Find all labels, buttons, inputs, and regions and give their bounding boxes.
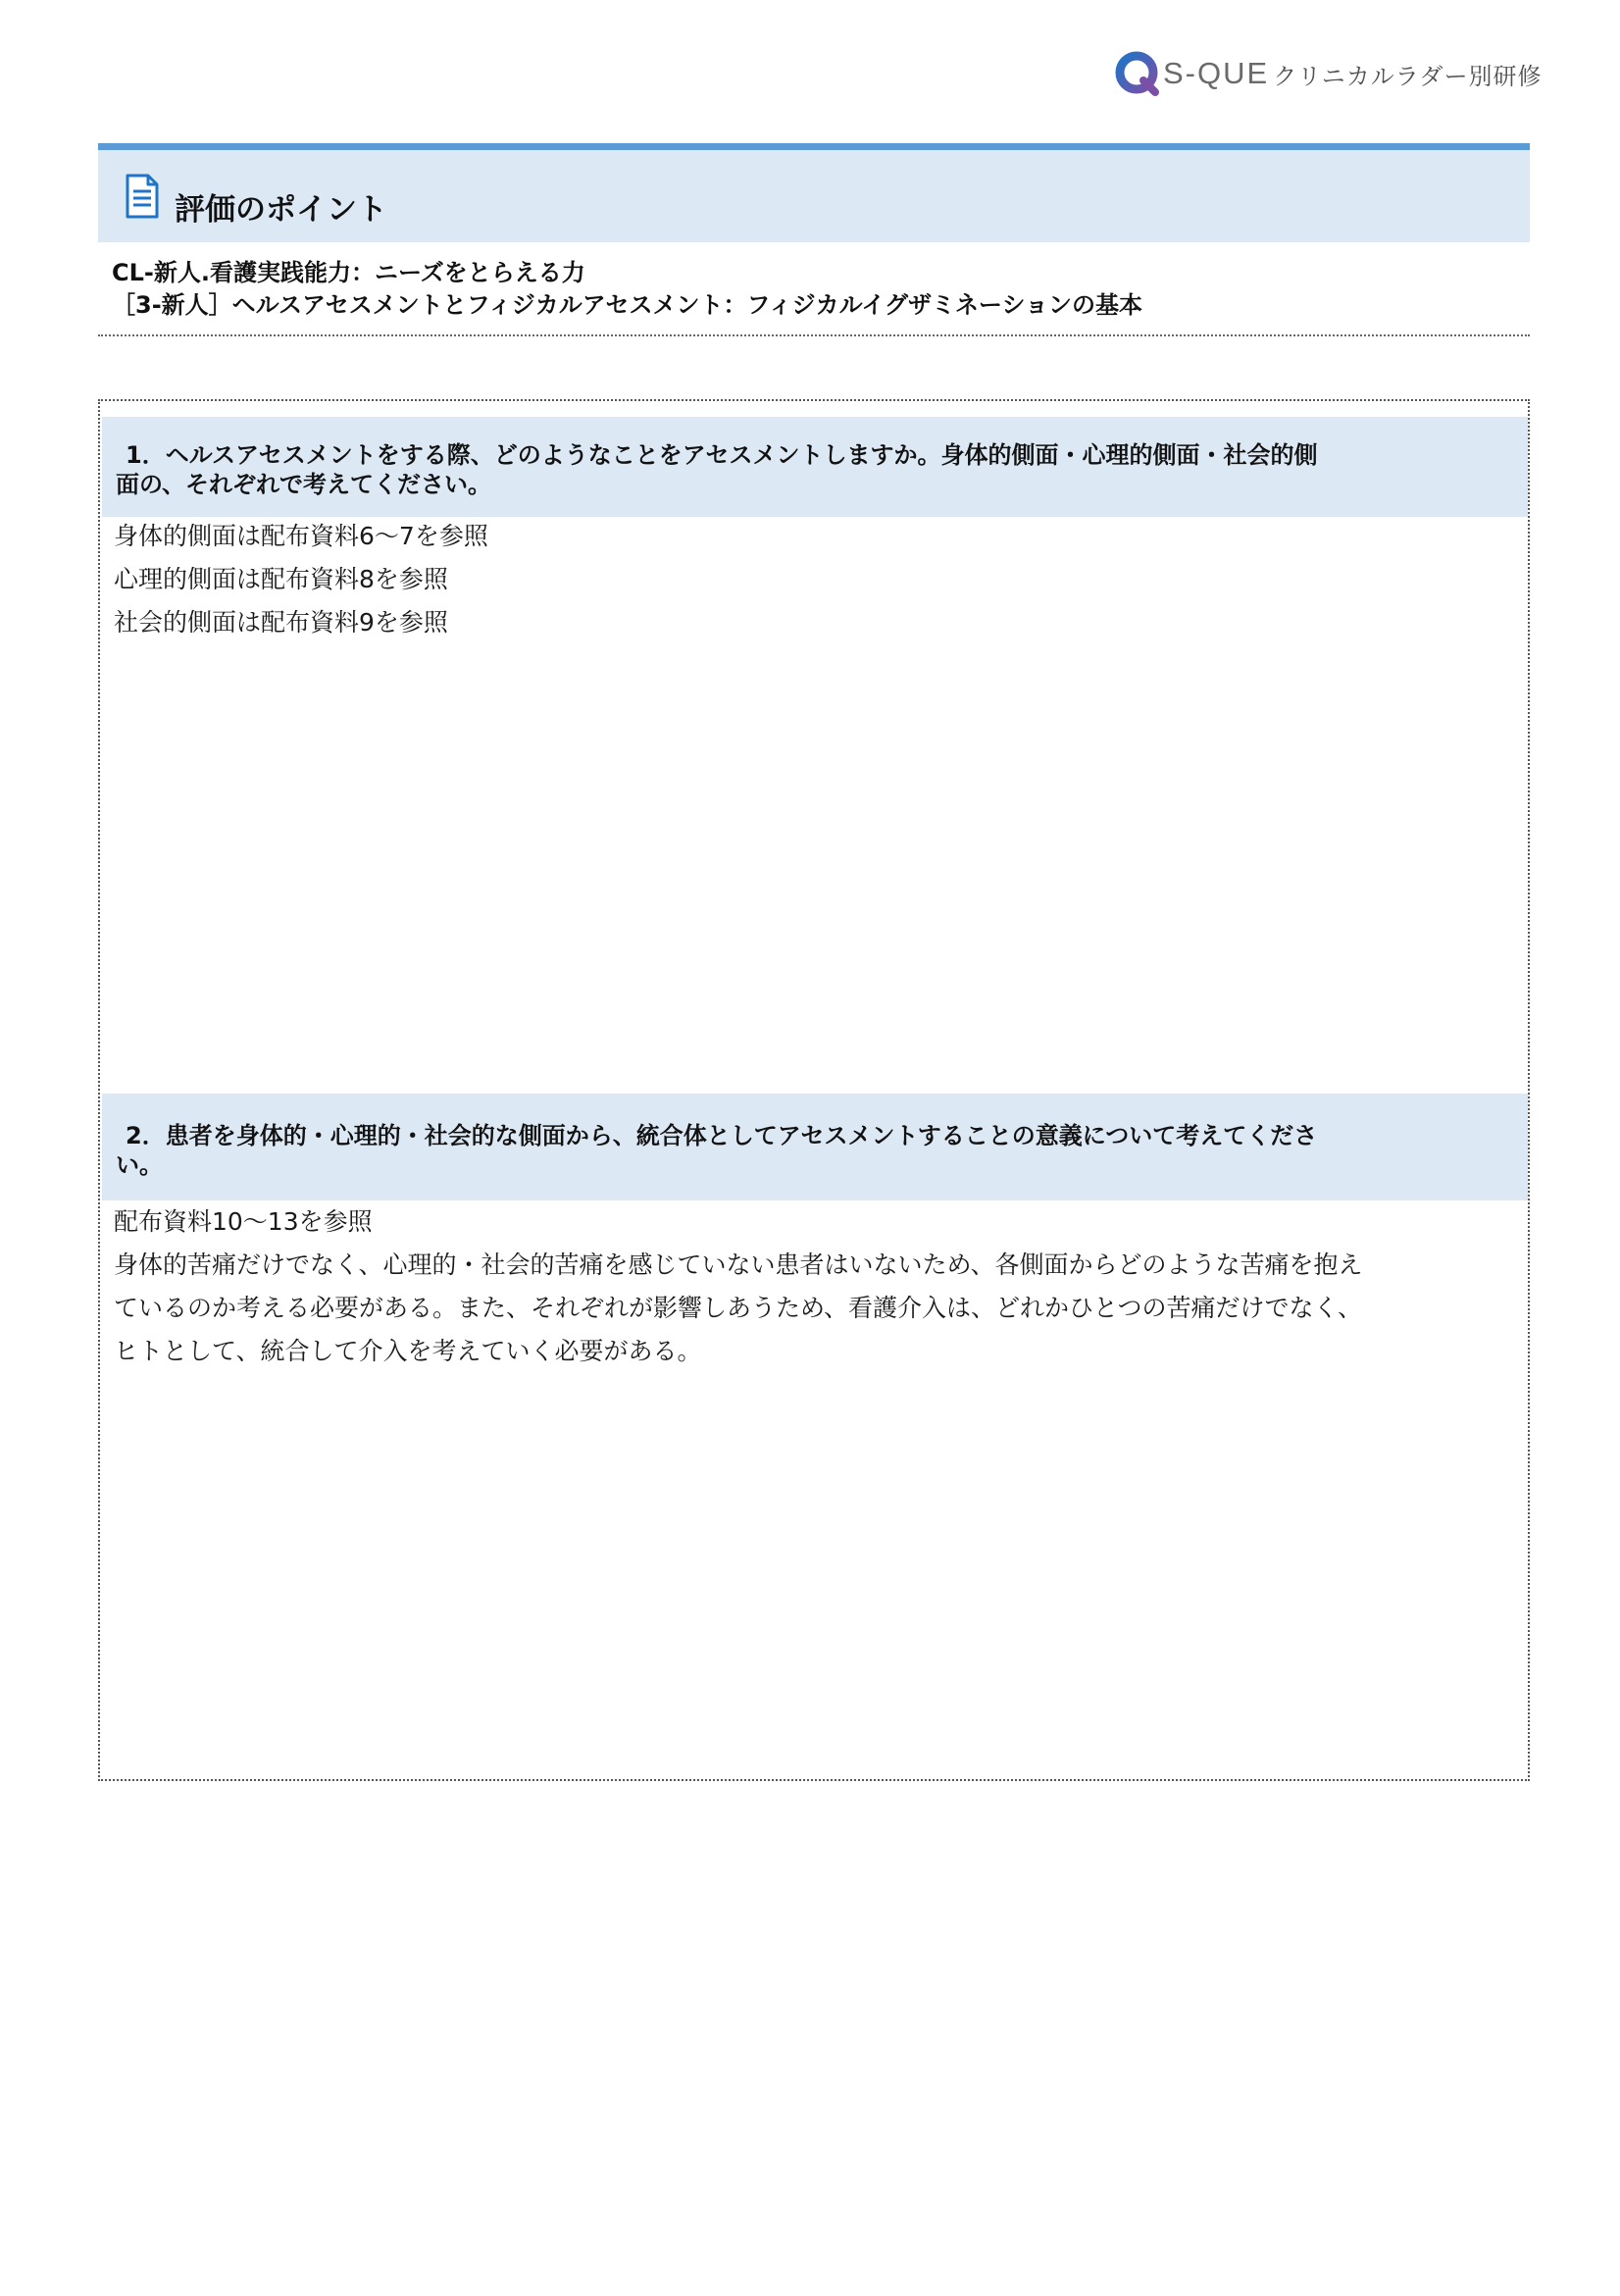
answer-line: 社会的側面は配布資料9を参照: [114, 608, 448, 637]
question-2-text-line-2: い。: [116, 1151, 163, 1179]
question-1-header: [102, 417, 1528, 517]
answer-line: ているのか考える必要がある。また、それぞれが影響しあうため、看護介入は、どれかひとつの苦痛だけでなく、: [114, 1294, 1363, 1322]
question-1-text-line-2: 面の、それぞれで考えてください。: [116, 471, 492, 498]
question-2-answer: [114, 1200, 1516, 1373]
subtitle-divider: [98, 334, 1530, 336]
answer-line: ヒトとして、統合して介入を考えていく必要がある。: [114, 1337, 702, 1365]
subtitle-line-2: ［3-新人］ヘルスアセスメントとフィジカルアセスメント：フィジカルイグザミネーションの基本: [112, 291, 1142, 319]
subtitle-line-1: CL-新人.看護実践能力：ニーズをとらえる力: [112, 259, 585, 286]
question-1-answer: [114, 515, 1516, 644]
answer-frame: [98, 399, 1530, 1781]
question-1-text-line-1: 1．ヘルスアセスメントをする際、どのようなことをアセスメントしますか。身体的側面・心理的側面・社会的側: [126, 441, 1318, 469]
question-2-header: [102, 1094, 1528, 1200]
document-icon: [126, 174, 159, 219]
answer-line: 身体的側面は配布資料6～7を参照: [114, 522, 488, 550]
course-subtitle: [112, 257, 1142, 322]
q-logo-icon: [1114, 50, 1161, 97]
question-2-number: 2．: [126, 1122, 166, 1149]
question-2-text-line-1: 2．患者を身体的・心理的・社会的な側面から、統合体としてアセスメントすることの意義について考えてくださ: [126, 1122, 1318, 1149]
question-1-number: 1．: [126, 441, 166, 469]
title-bar: [98, 143, 1530, 242]
answer-line: 心理的側面は配布資料8を参照: [114, 565, 448, 593]
brand-subtitle: クリニカルラダー別研修: [1273, 62, 1543, 90]
answer-line: 身体的苦痛だけでなく、心理的・社会的苦痛を感じていない患者はいないため、各側面からどのような苦痛を抱え: [114, 1250, 1363, 1279]
answer-line: 配布資料10～13を参照: [114, 1207, 373, 1236]
brand-logo: [1114, 49, 1542, 98]
brand-name: S-QUE: [1163, 56, 1270, 90]
page-title: 評価のポイント: [175, 192, 387, 228]
